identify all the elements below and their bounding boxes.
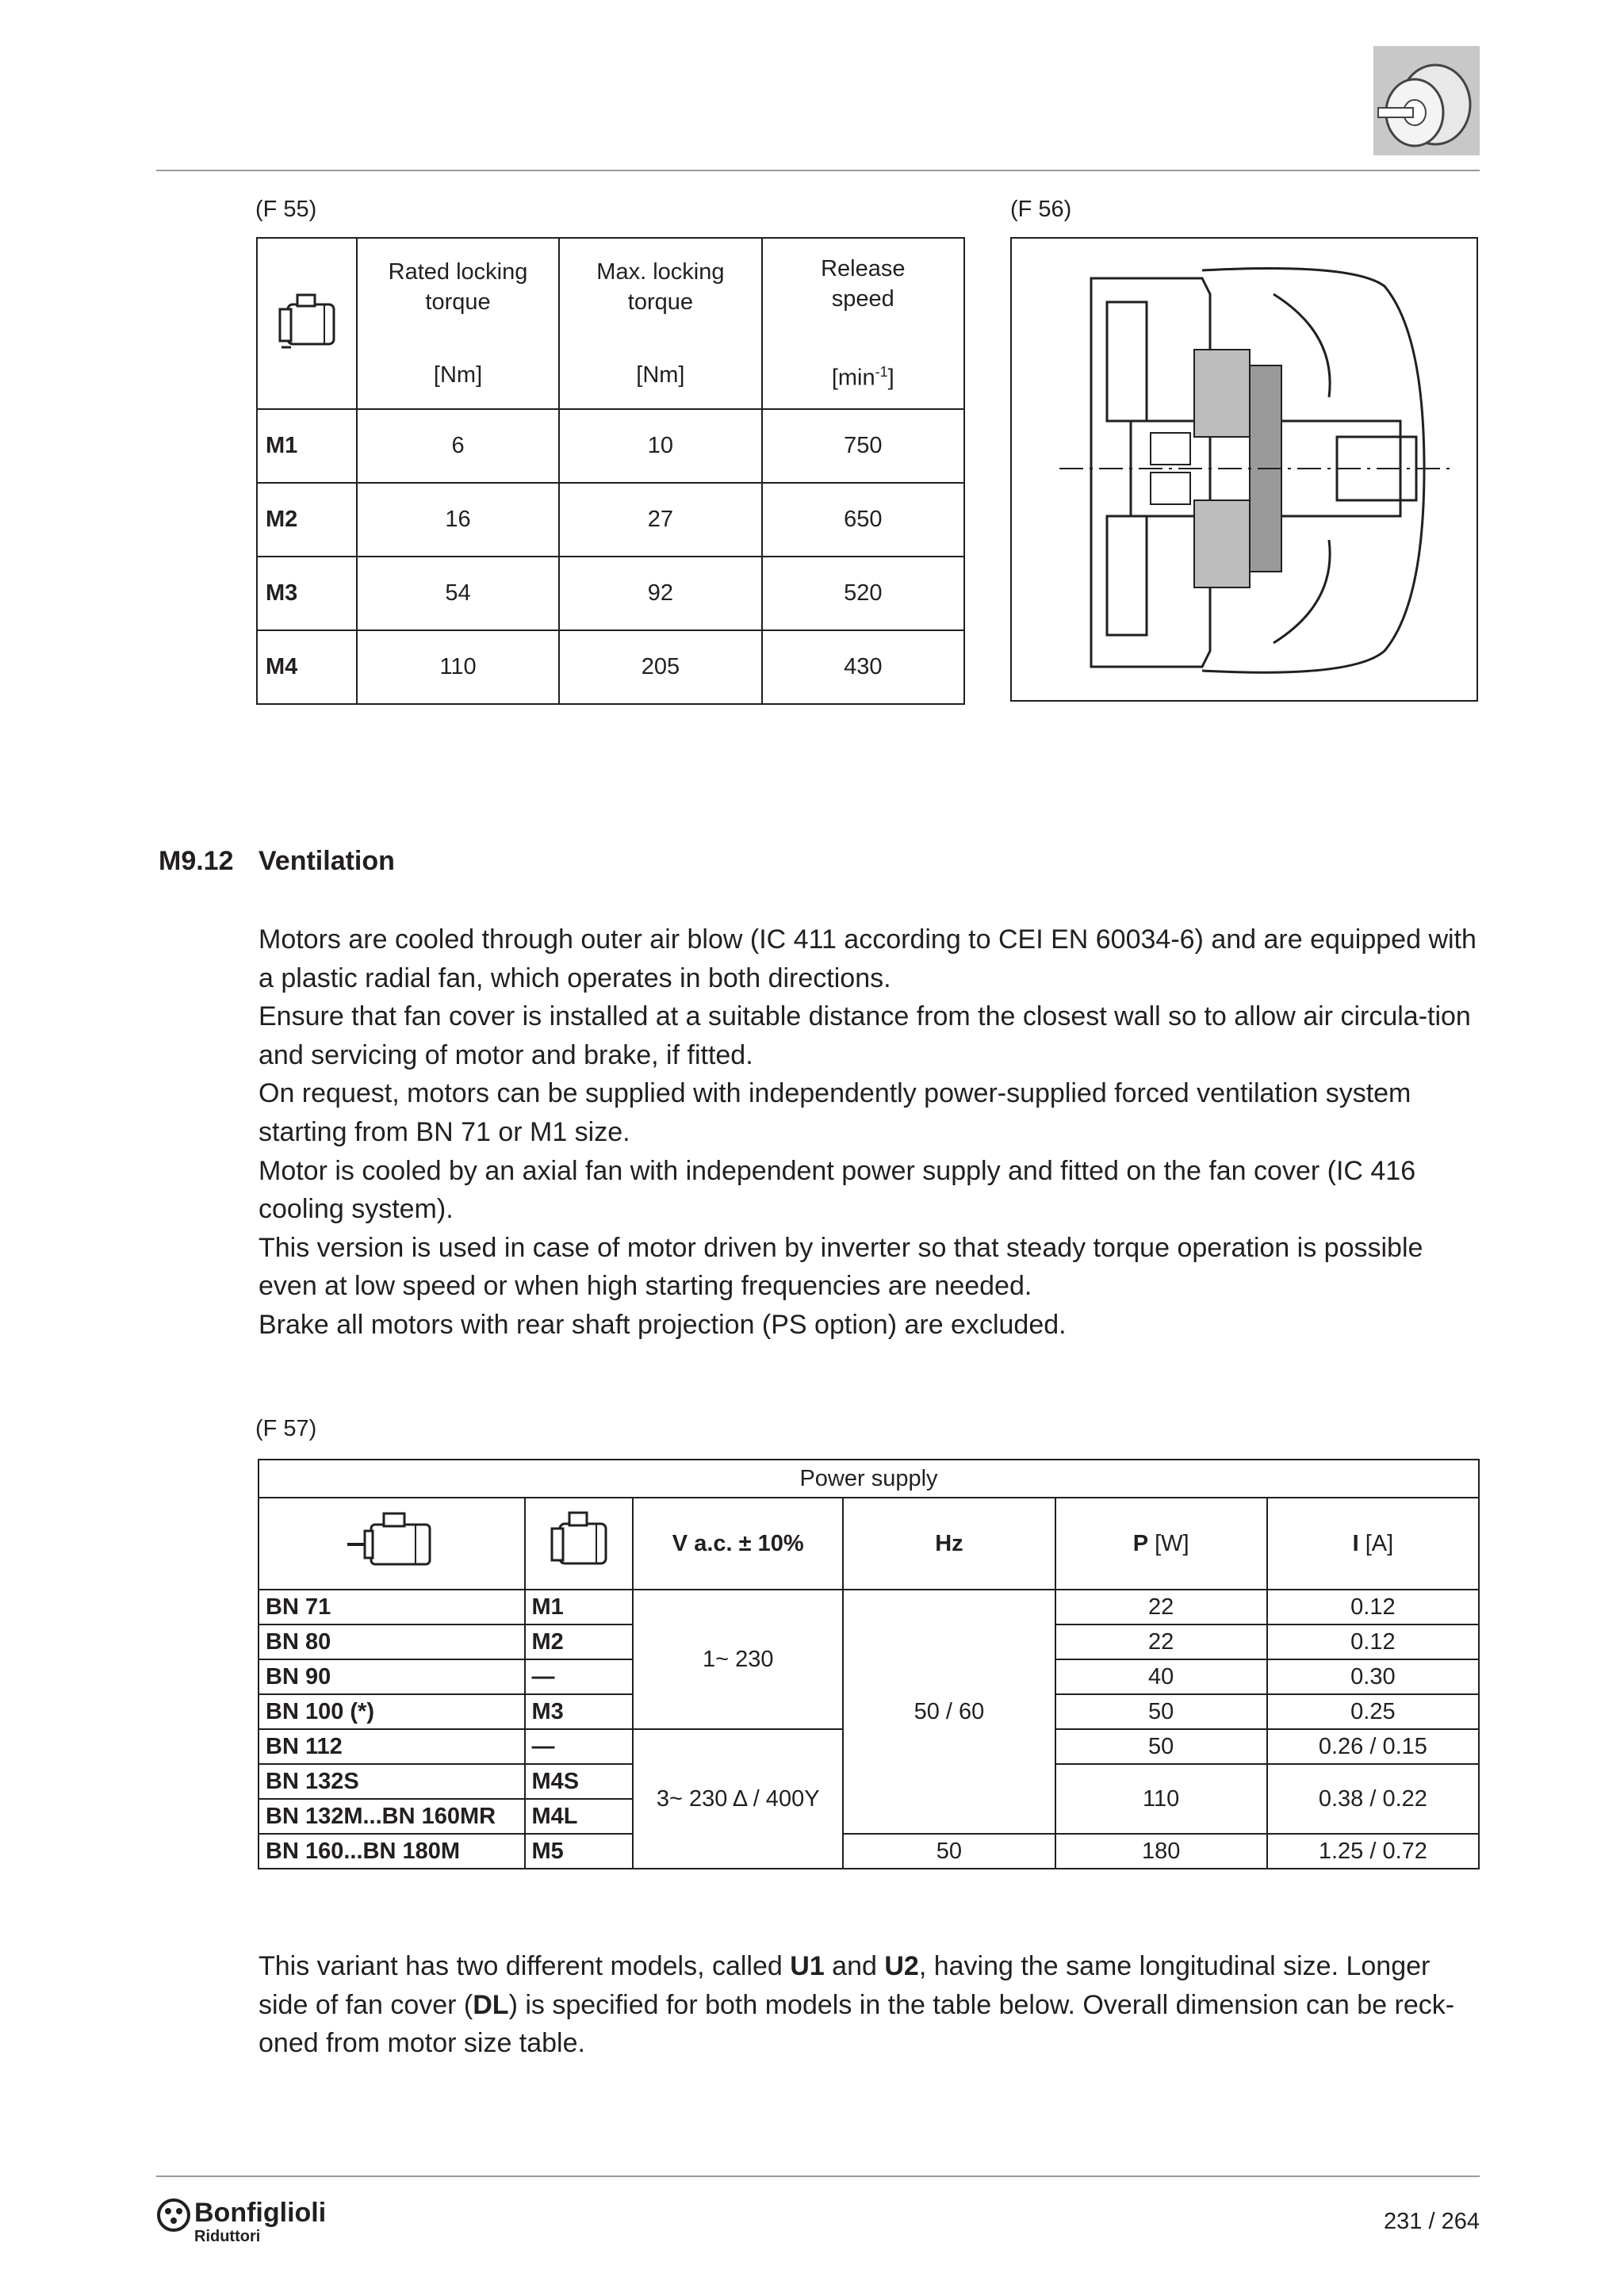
- motor-thumbnail: [1373, 46, 1480, 155]
- brand-logo: [156, 2196, 362, 2244]
- f57-caption: (F 57): [255, 1416, 317, 1441]
- table-row: M3 54 92 520: [257, 557, 964, 630]
- bonfiglioli-logo-icon: [156, 2198, 191, 2233]
- table-row: M1 6 10 750: [257, 409, 964, 483]
- page-number: 231 / 264: [1384, 2209, 1480, 2234]
- table-row: BN 80 M2 22 0.12: [259, 1624, 1479, 1659]
- table-row: BN 100 (*) M3 50 0.25: [259, 1694, 1479, 1729]
- motor-icon-cell: [259, 1498, 525, 1590]
- f55-header-speed: Release speed $[\min^{-1}]$: [762, 238, 964, 409]
- brake-motor-icon: [274, 281, 340, 360]
- brake-motor-icon-cell: [257, 238, 357, 409]
- f55-header-max: Max. locking torque [Nm]: [559, 238, 761, 409]
- brand-sub: Riduttori: [194, 2228, 261, 2245]
- f57-table: Power supply V a.c. ± 10% Hz P [W] I [A] BN 71 M1 1~ 230 50 / 60 22 0.12 BN 80 M2 22 0.12 BN 90 — 40 0.30 BN 100 (*) M3 50 0.25 BN 112 — 3~ 230 Δ / 400Y 50 0.26 / 0.15 BN 132S M4S 110 0.38 / 0.22 BN 132M...BN 160MR M4L BN 160...BN 180M M5 50 180 1.25 / 0.72: [258, 1459, 1480, 1869]
- table-row: BN 71 M1 1~ 230 50 / 60 22 0.12: [259, 1590, 1479, 1624]
- brake-cross-section-drawing: [1010, 237, 1478, 702]
- brand-name: Bonfiglioli: [194, 2198, 327, 2228]
- section-title: Ventilation: [259, 846, 395, 876]
- section-number: M9.12: [159, 846, 234, 876]
- motor-icon: [344, 1509, 439, 1572]
- f55-caption: (F 55): [255, 197, 317, 222]
- ventilation-paragraph: Motors are cooled through outer air blow (IC 411 according to CEI EN 60034-6) and are equipped with a plastic radial fan, which operates in both directions. Ensure that fan cover is installed at a suitable distance from the closest wall so to allow air circula-tion and servicing of motor and brake, if fitted. On request, motors can be supplied with independently power-supplied forced ventilation system starting from BN 71 or M1 size. Motor is cooled by an axial fan with independent power supply and fitted on the fan cover (IC 416 cooling system). This version is used in case of motor driven by inverter so that steady torque operation is possible even at low speed or when high starting frequencies are needed. Brake all motors with rear shaft projection (PS option) are excluded.: [259, 924, 1477, 1340]
- table-row: BN 132M...BN 160MR M4L: [259, 1799, 1479, 1834]
- table-row: M4 110 205 430: [257, 630, 964, 704]
- table-row: M2 16 27 650: [257, 483, 964, 557]
- table-row: BN 132S M4S 110 0.38 / 0.22: [259, 1764, 1479, 1799]
- brake-motor-icon: [546, 1505, 612, 1576]
- f55-header-rated: Rated locking torque [Nm]: [357, 238, 559, 409]
- closing-paragraph: This variant has two different models, called U1 and U2, having the same longitudinal size. Longer side of fan cover (DL) is specified for both models in the table below. Overall dimension can be reck-oned from motor size table.: [259, 1951, 1455, 2059]
- footer-rule: [156, 2175, 1480, 2177]
- f56-caption: (F 56): [1010, 197, 1072, 222]
- header-rule: [156, 170, 1480, 171]
- table-row: BN 90 — 40 0.30: [259, 1659, 1479, 1694]
- f55-table: [256, 237, 965, 705]
- table-row: BN 160...BN 180M M5 50 180 1.25 / 0.72: [259, 1834, 1479, 1869]
- table-row: BN 112 — 3~ 230 Δ / 400Y 50 0.26 / 0.15: [259, 1729, 1479, 1764]
- brake-motor-icon-cell: [525, 1498, 634, 1590]
